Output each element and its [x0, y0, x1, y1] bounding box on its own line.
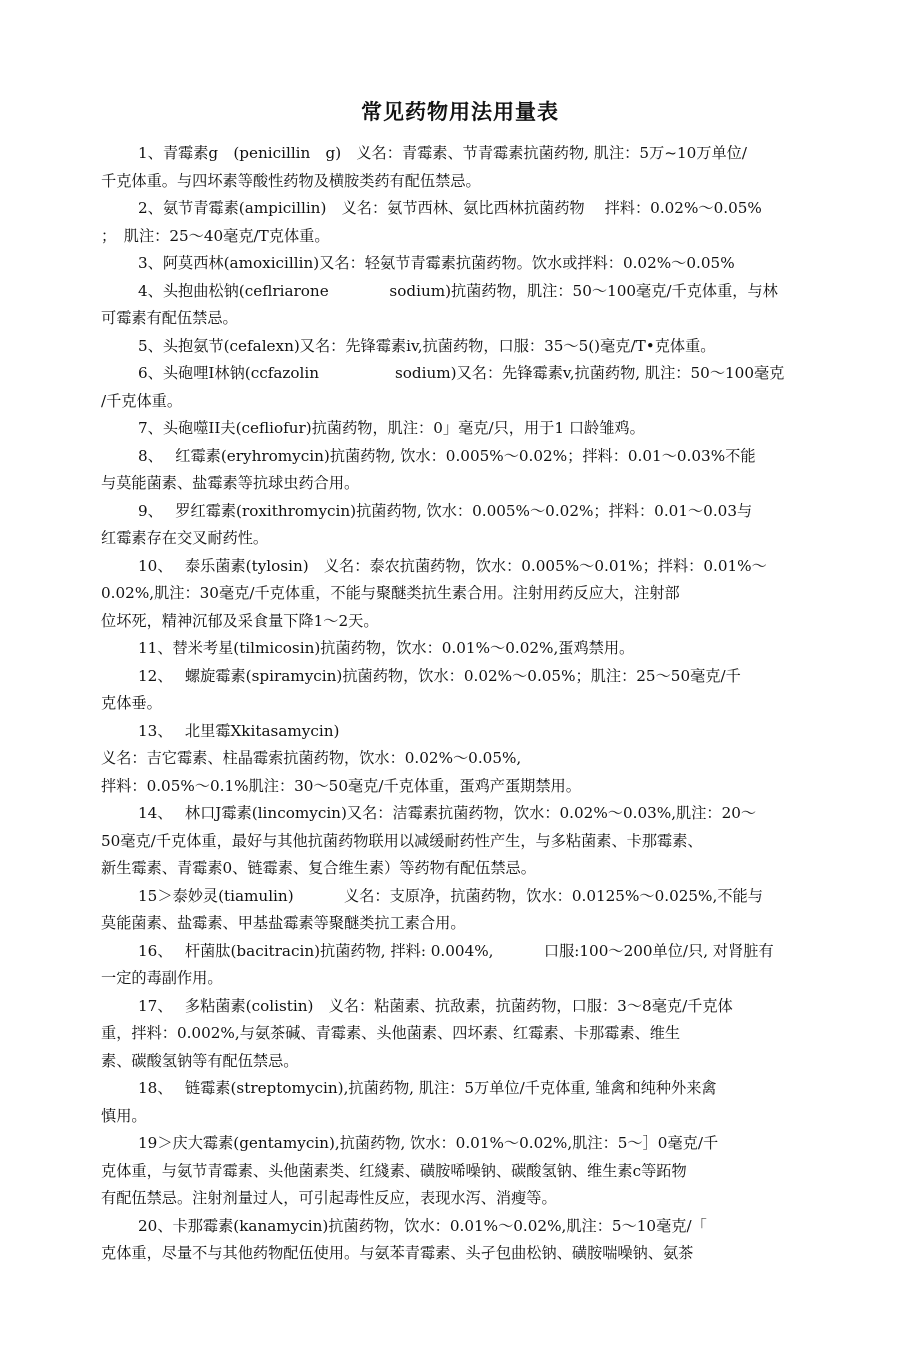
entry-first-line: 7、头砲噬II夫(cefliofur)抗菌药物，肌注：0」毫克/只，用于1 口龄雏鸡。: [138, 419, 645, 437]
entry-first-line: 18、 链霉素(streptomycin),抗菌药物, 肌注：5万单位/千克体重, 雏禽和纯种外来禽: [138, 1079, 717, 1097]
entry-continuation-line: 50毫克/千克体重，最好与其他抗菌药物联用以减缓耐药性产生，与多粘菌素、卡那霉素、: [101, 831, 703, 850]
document-body: [101, 140, 825, 1268]
entry-first-line: 14、 林口J霉素(lincomycin)又名：洁霉素抗菌药物，饮水：0.02%〜0.03%,肌注：20〜: [138, 804, 757, 822]
entry-continuation-line: 克体重，尽量不与其他药物配伍使用。与氨苯青霉素、头孑包曲松钠、磺胺喘噪钠、氨茶: [101, 1244, 694, 1262]
entry-continuation-line: 拌料：0.05%〜0.1%肌注：30〜50毫克/千克体重，蛋鸡产蛋期禁用。: [101, 776, 581, 795]
entry-first-line: 4、头抱曲松钠(ceflriarone sodium)抗菌药物，肌注：50〜100毫克/千克体重，与林: [138, 281, 778, 300]
entry-first-line: 6、头砲哩I林钠(ccfazolin sodium)又名：先锋霉素v,抗菌药物, 肌注：50〜100毫克: [138, 364, 785, 382]
entry-first-line: 12、 螺旋霉素(spiramycin)抗菌药物，饮水：0.02%〜0.05%；肌注：25〜50毫克/千: [138, 666, 741, 685]
entry-continuation-line: 0.02%,肌注：30毫克/千克体重，不能与聚醚类抗生素合用。注射用药反应大，注射部: [101, 584, 680, 602]
entry-continuation-line: 一定的毒副作用。: [101, 969, 223, 987]
entry-first-line: 5、头抱氨节(cefalexn)又名：先锋霉素iv,抗菌药物，口服：35〜5()毫克/T•克体重。: [138, 336, 716, 355]
entry-continuation-line: 千克体重。与四坏素等酸性药物及横胺类药有配伍禁忌。: [101, 171, 481, 190]
entry-continuation-line: 克体重，与氨节青霉素、头他菌素类、红綫素、磺胺唏噪钠、碳酸氢钠、维生素c等跖物: [101, 1161, 687, 1180]
entry-first-line: 3、阿莫西林(amoxicillin)又名：轻氨节青霉素抗菌药物。饮水或拌料：0.02%〜0.05%: [138, 254, 735, 272]
entry-continuation-line: ； 肌注：25〜40毫克/T克体重。: [101, 226, 330, 245]
entry-continuation-line: 重，拌料：0.002%,与氨茶碱、青霉素、头他菌素、四坏素、红霉素、卡那霉素、维生: [101, 1024, 681, 1042]
entry-continuation-line: 慎用。: [101, 1106, 147, 1125]
entry-first-line: 1、青霉素g (penicillin g) 义名：青霉素、节青霉素抗菌药物, 肌注：5万~10万单位/: [138, 144, 747, 162]
entry-continuation-line: 位坏死，精神沉郁及采食量下降1〜2天。: [101, 611, 379, 630]
entry-continuation-line: 与莫能菌素、盐霉素等抗球虫药合用。: [101, 474, 360, 492]
entry-first-line: 11、替米考星(tilmicosin)抗菌药物，饮水：0.01%〜0.02%,蛋鸡禁用。: [138, 639, 635, 657]
entry-continuation-line: /千克体重。: [101, 391, 183, 410]
entry-continuation-line: 新生霉素、青霉素0、链霉素、复合维生素）等药物有配伍禁忌。: [101, 859, 536, 877]
entry-continuation-line: 义名：吉它霉素、柱晶霉索抗菌药物，饮水：0.02%〜0.05%,: [101, 749, 522, 767]
page-title: 常见药物用法用量表: [361, 100, 559, 124]
entry-first-line: 16、 杆菌肽(bacitracin)抗菌药物, 拌料: 0.004%, 口服:100〜200单位/只, 对肾脏有: [138, 941, 774, 960]
entry-first-line: 19＞庆大霉素(gentamycin),抗菌药物, 饮水：0.01%〜0.02%,肌注：5〜］0毫克/千: [138, 1134, 719, 1152]
entry-first-line: 8、 红霉素(eryhromycin)抗菌药物, 饮水：0.005%〜0.02%；拌料：0.01〜0.03%不能: [138, 446, 756, 465]
entry-first-line: 15＞泰妙灵(tiamulin) 义名：支原净，抗菌药物，饮水：0.0125%〜0.025%,不能与: [138, 886, 763, 905]
entry-first-line: 17、 多粘菌素(colistin) 义名：粘菌素、抗敌素，抗菌药物，口服：3〜8毫克/千克体: [138, 996, 733, 1015]
entry-first-line: 2、氨节青霉素(ampicillin) 义名：氨节西林、氨比西林抗菌药物 拌料：0.02%〜0.05%: [138, 199, 762, 217]
entry-continuation-line: 克体垂。: [101, 694, 162, 712]
entry-first-line: 20、卡那霉素(kanamycin)抗菌药物，饮水：0.01%〜0.02%,肌注：5〜10毫克/「: [138, 1216, 707, 1235]
entry-first-line: 10、 泰乐菌素(tylosin) 义名：泰农抗菌药物，饮水：0.005%〜0.01%；拌料：0.01%〜: [138, 556, 767, 575]
entry-continuation-line: 莫能菌素、盐霉素、甲基盐霉素等聚醚类抗工素合用。: [101, 914, 466, 932]
entry-continuation-line: 素、碳酸氢钠等有配伍禁忌。: [101, 1051, 299, 1070]
entry-continuation-line: 可霉素有配伍禁忌。: [101, 309, 238, 327]
entry-continuation-line: 红霉素存在交叉耐药性。: [101, 529, 269, 547]
entry-continuation-line: 有配伍禁忌。注射剂量过人，可引起毒性反应，表现水泻、消瘦等。: [101, 1189, 557, 1207]
entry-first-line: 13、 北里霉Xkitasamycin): [138, 721, 340, 740]
entry-first-line: 9、 罗红霉素(roxithromycin)抗菌药物, 饮水：0.005%〜0.02%；拌料：0.01〜0.03与: [138, 501, 753, 520]
